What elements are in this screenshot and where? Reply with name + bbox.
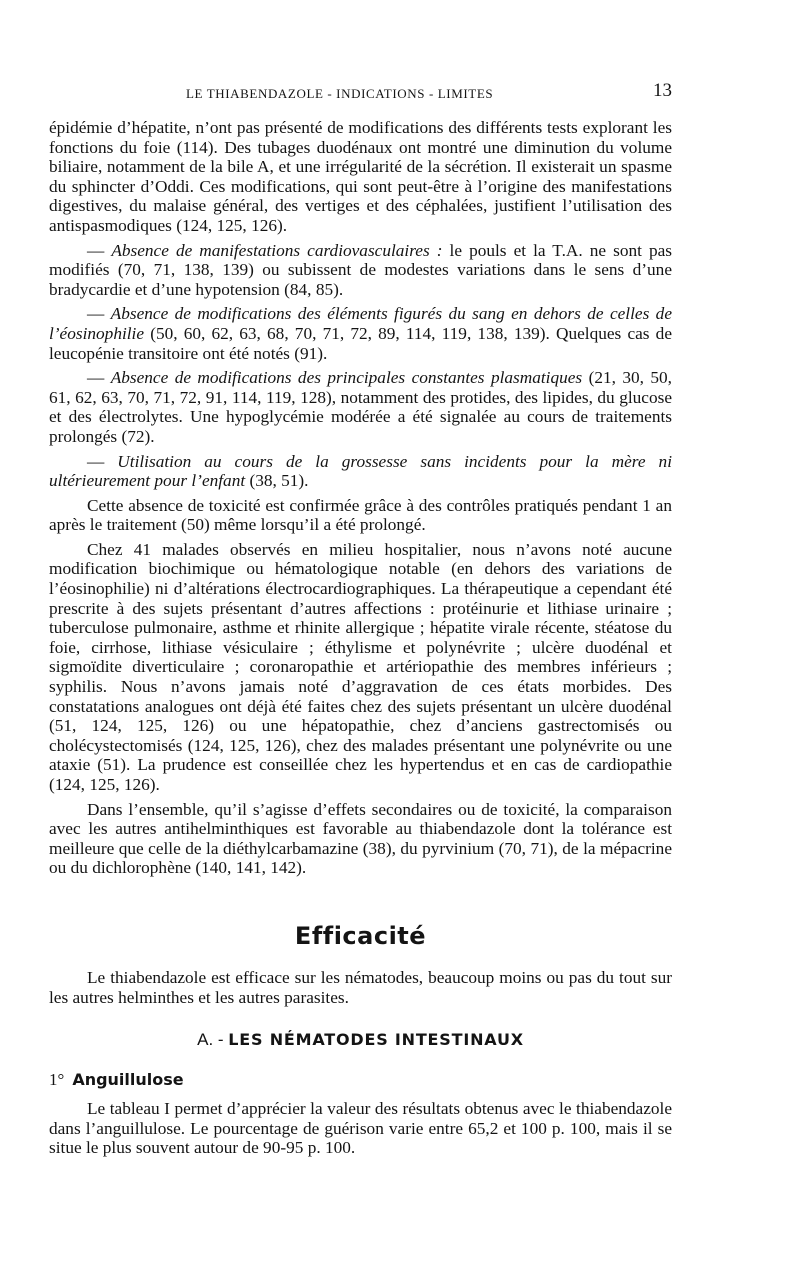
page-number: 13 (653, 80, 672, 101)
subheading-title: Anguillulose (72, 1070, 184, 1090)
paragraph-table-results: Le tableau I permet d’apprécier la valeur des résultats obtenus avec le thiabendazole dans l’anguillulose. Le pourcentage de guérison varie entre 65,2 et 100 p. 100, mais il se situe le plus souvent autour de 90-95 p. 100. (49, 1099, 672, 1158)
dash: — (87, 304, 111, 324)
running-header (49, 80, 672, 104)
paragraph-pregnancy (49, 452, 672, 491)
subheading-anguillulose (49, 1069, 672, 1091)
subsection-title (49, 1029, 672, 1051)
body-text (49, 118, 672, 1163)
dash: — (87, 240, 112, 260)
italic-lead: Absence de modifications des éléments figurés du sang en dehors de celles de l’éosinophilie (49, 304, 672, 343)
subsection-letter: A. - (197, 1030, 229, 1050)
paragraph-continuation: épidémie d’hépatite, n’ont pas présenté de modifications des différents tests explorant les fonctions du foie (114). Des tubages duodénaux ont montré une diminution du volume biliaire, notamment de la bile A, et une irrégularité de la sécrétion. Il existerait un spasme du sphincter d’Oddi. Ces modifications, qui sont peut-être à l’origine des manifestations digestives, du malaise général, des vertiges et des céphalées, justifient l’utilisation des antispasmodiques (124, 125, 126). (49, 118, 672, 235)
dash: — (87, 451, 118, 471)
italic-lead: Absence de modifications des principales constantes plasmatiques (110, 368, 583, 388)
paragraph-text: (21, 30, 50, 61, 62, 63, 70, 71, 72, 91, 114, 119, 128), notamment des protides, des lipides, du glucose et des électrolytes. Une hypoglycémie modérée a été signalée au cours de traitements prolongés (72). (49, 368, 672, 446)
paragraph-efficacy-intro: Le thiabendazole est efficace sur les nématodes, beaucoup moins ou pas du tout sur les autres helminthes et les autres parasites. (49, 967, 672, 1007)
dash: — (87, 368, 111, 388)
paragraph-comparison: Dans l’ensemble, qu’il s’agisse d’effets secondaires ou de toxicité, la comparaison avec les autres antihelminthiques est favorable au thiabendazole dont la tolérance est meilleure que celle de la diéthylcarbamazine (38), du pyrvinium (70, 71), de la mépacrine ou du dichlorophène (140, 141, 142). (49, 799, 672, 878)
paragraph-toxicity-confirmed: Cette absence de toxicité est confirmée grâce à des contrôles pratiqués pendant 1 an après le traitement (50) même lorsqu’il a été prolongé. (49, 495, 672, 535)
italic-lead: Utilisation au cours de la grossesse sans incidents pour la mère ni ultérieurement pour l’enfant (49, 451, 672, 491)
paragraph-text: le pouls et la T.A. ne sont pas modifiés (70, 71, 138, 139) ou subissent de modestes variations dans le sens d’une bradycardie et d’une hypotension (84, 85). (49, 240, 672, 299)
subheading-number: 1° (49, 1070, 65, 1090)
paragraph-cardiovascular (49, 241, 672, 300)
section-title: Efficacité (294, 921, 427, 950)
paragraph-text: (50, 60, 62, 63, 68, 70, 71, 72, 89, 114, 119, 138, 139). Quelques cas de leucopénie transitoire ont été notés (91). (49, 323, 672, 363)
paragraph-plasma-constants (49, 368, 672, 446)
italic-lead: Absence de manifestations cardiovasculaires : (111, 240, 443, 260)
paragraph-text: (38, 51). (245, 471, 309, 491)
subsection-name: LES NÉMATODES INTESTINAUX (228, 1030, 524, 1050)
running-title: LE THIABENDAZOLE - INDICATIONS - LIMITES (186, 86, 494, 101)
paragraph-hospital-patients: Chez 41 malades observés en milieu hospitalier, nous n’avons noté aucune modification biochimique ou hématologique notable (en dehors des variations de l’éosinophilie) ni d’altérations électrocardiographiques. La thérapeutique a cependant été prescrite à des sujets présentant d’autres affections : protéinurie et lithiase urinaire ; tuberculose pulmonaire, asthme et rhinite allergique ; hépatite virale récente, stéatose du foie, cirrhose, lithiase vésiculaire ; éthylisme et polynévrite ; ulcère duodénal et sigmoïdite diverticulaire ; coronaropathie et artériopathie des membres inférieurs ; syphilis. Nous n’avons jamais noté d’aggravation de ces états morbides. Des constatations analogues ont déjà été faites chez des sujets présentant un ulcère duodénal (51, 124, 125, 126) ou une hépatopathie, chez d’anciens gastrectomisés ou cholécystectomisés (124, 125, 126), chez des malades présentant une polynévrite ou une ataxie (51). La prudence est conseillée chez les hypertendus et en cas de cardiopathie (124, 125, 126). (49, 539, 672, 794)
paragraph-blood-elements (49, 304, 672, 363)
